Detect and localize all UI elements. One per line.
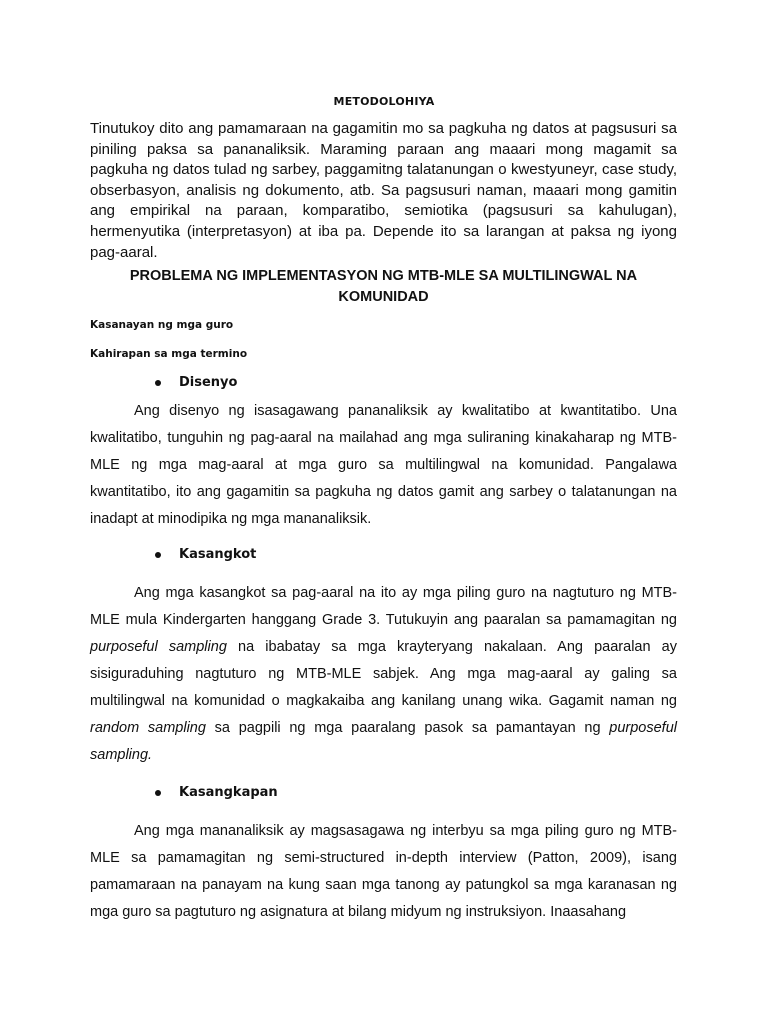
document-title: METODOLOHIYA [333, 95, 435, 108]
paragraph-kasangkapan: Ang mga mananaliksik ay magsasagawa ng interbyu sa mga piling guro ng MTB-MLE sa pamamagitan ng semi-structured in-depth interview (Patton, 2009), isang pamamaraan na panayam na kung saan mga tanong ay patungkol sa mga karanasan ng mga guro sa pagtuturo ng asignatura at bilang midyum ng instruksiyon. Inaasahang [90, 823, 677, 920]
bullet-dot-icon [155, 552, 161, 558]
bullet-dot-icon [155, 790, 161, 796]
kasangkot-text-2: na ibabatay sa mga krayteryang nakalaan. Ang paaralan ay sisiguraduhing nagtuturo ng MTB-MLE sabjek. Ang mga mag-aaral ay galing sa multilingwal na komunidad o magkakaiba ang kanilang unang wika. Gagamit naman ng [90, 639, 677, 709]
paragraph-kasangkot [90, 580, 677, 769]
subheading-kahirapan: Kahirapan sa mga termino [90, 348, 248, 360]
bullet-label-kasangkapan: Kasangkapan [179, 785, 278, 800]
kasangkot-em-2: random sampling [90, 720, 206, 736]
kasangkot-em-1: purposeful sampling [90, 639, 227, 655]
bullet-disenyo [155, 375, 237, 390]
section-heading: PROBLEMA NG IMPLEMENTASYON NG MTB-MLE SA MULTILINGWAL NA KOMUNIDAD [129, 268, 638, 305]
bullet-label-kasangkot: Kasangkot [179, 547, 257, 562]
paragraph-disenyo: Ang disenyo ng isasagawang pananaliksik ay kwalitatibo at kwantitatibo. Una kwalitatibo, tunguhin ng pag-aaral na mailahad ang mga suliraning kinakaharap ng MTB-MLE ng mga mag-aaral at mga guro sa multilingwal na komunidad. Pangalawa kwantitatibo, ito ang gagamitin sa pagkuha ng datos gamit ang sarbey o talatanungan na inadapt at minodipika ng mga mananaliksik. [90, 403, 677, 527]
bullet-label-disenyo: Disenyo [179, 375, 238, 390]
subheading-kasanayan: Kasanayan ng mga guro [90, 319, 234, 331]
kasangkot-text-1: Ang mga kasangkot sa pag-aaral na ito ay mga piling guro na nagtuturo ng MTB-MLE mula Kindergarten hanggang Grade 3. Tutukuyin ang paaralan sa pamamagitan ng [90, 585, 677, 628]
bullet-kasangkot [155, 547, 256, 562]
kasangkot-text-3: sa pagpili ng mga paaralang pasok sa pamantayan ng [205, 720, 610, 736]
intro-paragraph: Tinutukoy dito ang pamamaraan na gagamitin mo sa pagkuha ng datos at pagsusuri sa piniling paksa sa pananaliksik. Maraming paraan ang maaari mong magamit sa pagkuha ng datos tulad ng sarbey, paggamitng talatanungan o kwestyuneyr, case study, obserbasyon, analisis ng dokumento, atb. Sa pagsusuri naman, maaari mong gamitin ang empirikal na paraan, komparatibo, semiotika (pagsusuri sa kahulugan), hermenyutika (interpretasyon) at iba pa. Depende ito sa larangan at paksa ng iyong pag-aaral. [90, 120, 677, 261]
bullet-dot-icon [155, 380, 161, 386]
bullet-kasangkapan [155, 785, 278, 800]
kasangkot-em-3: purposeful sampling. [90, 720, 677, 763]
